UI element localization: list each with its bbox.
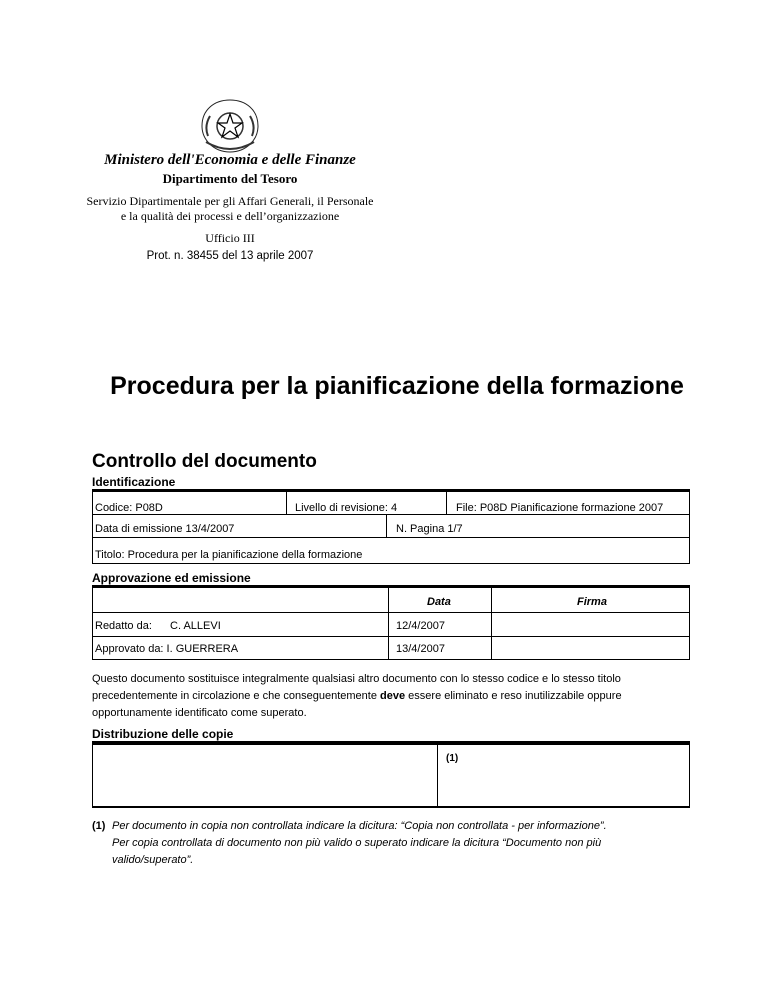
footnote-line-2: Per copia controllata di documento non più valido o superato indicare la dicitura “Documento non più <box>112 837 602 849</box>
signature-column-header: Firma <box>577 596 607 608</box>
service-line-2: e la qualità dei processi e dell’organizzazione <box>120 209 340 223</box>
approved-by-label: Approvato da: I. GUERRERA <box>95 643 239 655</box>
drafted-by-label: Redatto da: <box>95 620 152 632</box>
approval-heading: Approvazione ed emissione <box>92 571 251 585</box>
divider <box>92 612 690 613</box>
issue-date-field: Data di emissione 13/4/2007 <box>95 523 235 535</box>
divider <box>491 587 492 660</box>
divider <box>386 514 387 538</box>
identification-heading: Identificazione <box>92 475 176 489</box>
file-field: File: P08D Pianificazione formazione 2007 <box>456 502 664 514</box>
approved-date: 13/4/2007 <box>396 643 445 655</box>
divider <box>437 743 438 808</box>
page-field: N. Pagina 1/7 <box>396 523 463 535</box>
doc-title-field: Titolo: Procedura per la pianificazione della formazione <box>95 549 363 561</box>
footnote-marker: (1) <box>92 820 106 832</box>
divider <box>286 491 287 515</box>
drafted-by-name: C. ALLEVI <box>170 620 221 632</box>
department-name: Dipartimento del Tesoro <box>162 171 298 186</box>
section-title: Controllo del documento <box>92 451 317 472</box>
divider <box>388 587 389 660</box>
date-column-header: Data <box>427 596 451 608</box>
revision-field: Livello di revisione: 4 <box>295 502 398 514</box>
distribution-table <box>92 743 690 808</box>
code-field: Codice: P08D <box>95 502 163 514</box>
office-name: Ufficio III <box>205 231 255 245</box>
ministry-name: Ministero dell'Economia e delle Finanze <box>104 152 356 168</box>
supersede-notice: Questo documento sostituisce integralmente qualsiasi altro documento con lo stesso codice e lo stesso titolo precedentemente in circolazione e che conseguentemente deve essere eliminato e reso inutilizzabile oppure opportunamente identificato come superato. <box>92 673 622 719</box>
service-line-1: Servizio Dipartimentale per gli Affari Generali, il Personale <box>86 194 374 208</box>
footnote-line-3: valido/superato”. <box>112 854 194 866</box>
divider <box>92 636 690 637</box>
footnote-line-1: Per documento in copia non controllata indicare la dicitura: “Copia non controllata - per informazione”. <box>112 820 607 832</box>
distribution-heading: Distribuzione delle copie <box>92 727 234 741</box>
republic-emblem-icon <box>194 96 266 156</box>
distribution-note-marker: (1) <box>446 753 459 764</box>
protocol-number: Prot. n. 38455 del 13 aprile 2007 <box>146 250 314 262</box>
document-title: Procedura per la pianificazione della formazione <box>110 372 684 400</box>
divider <box>446 491 447 515</box>
drafted-date: 12/4/2007 <box>396 620 445 632</box>
